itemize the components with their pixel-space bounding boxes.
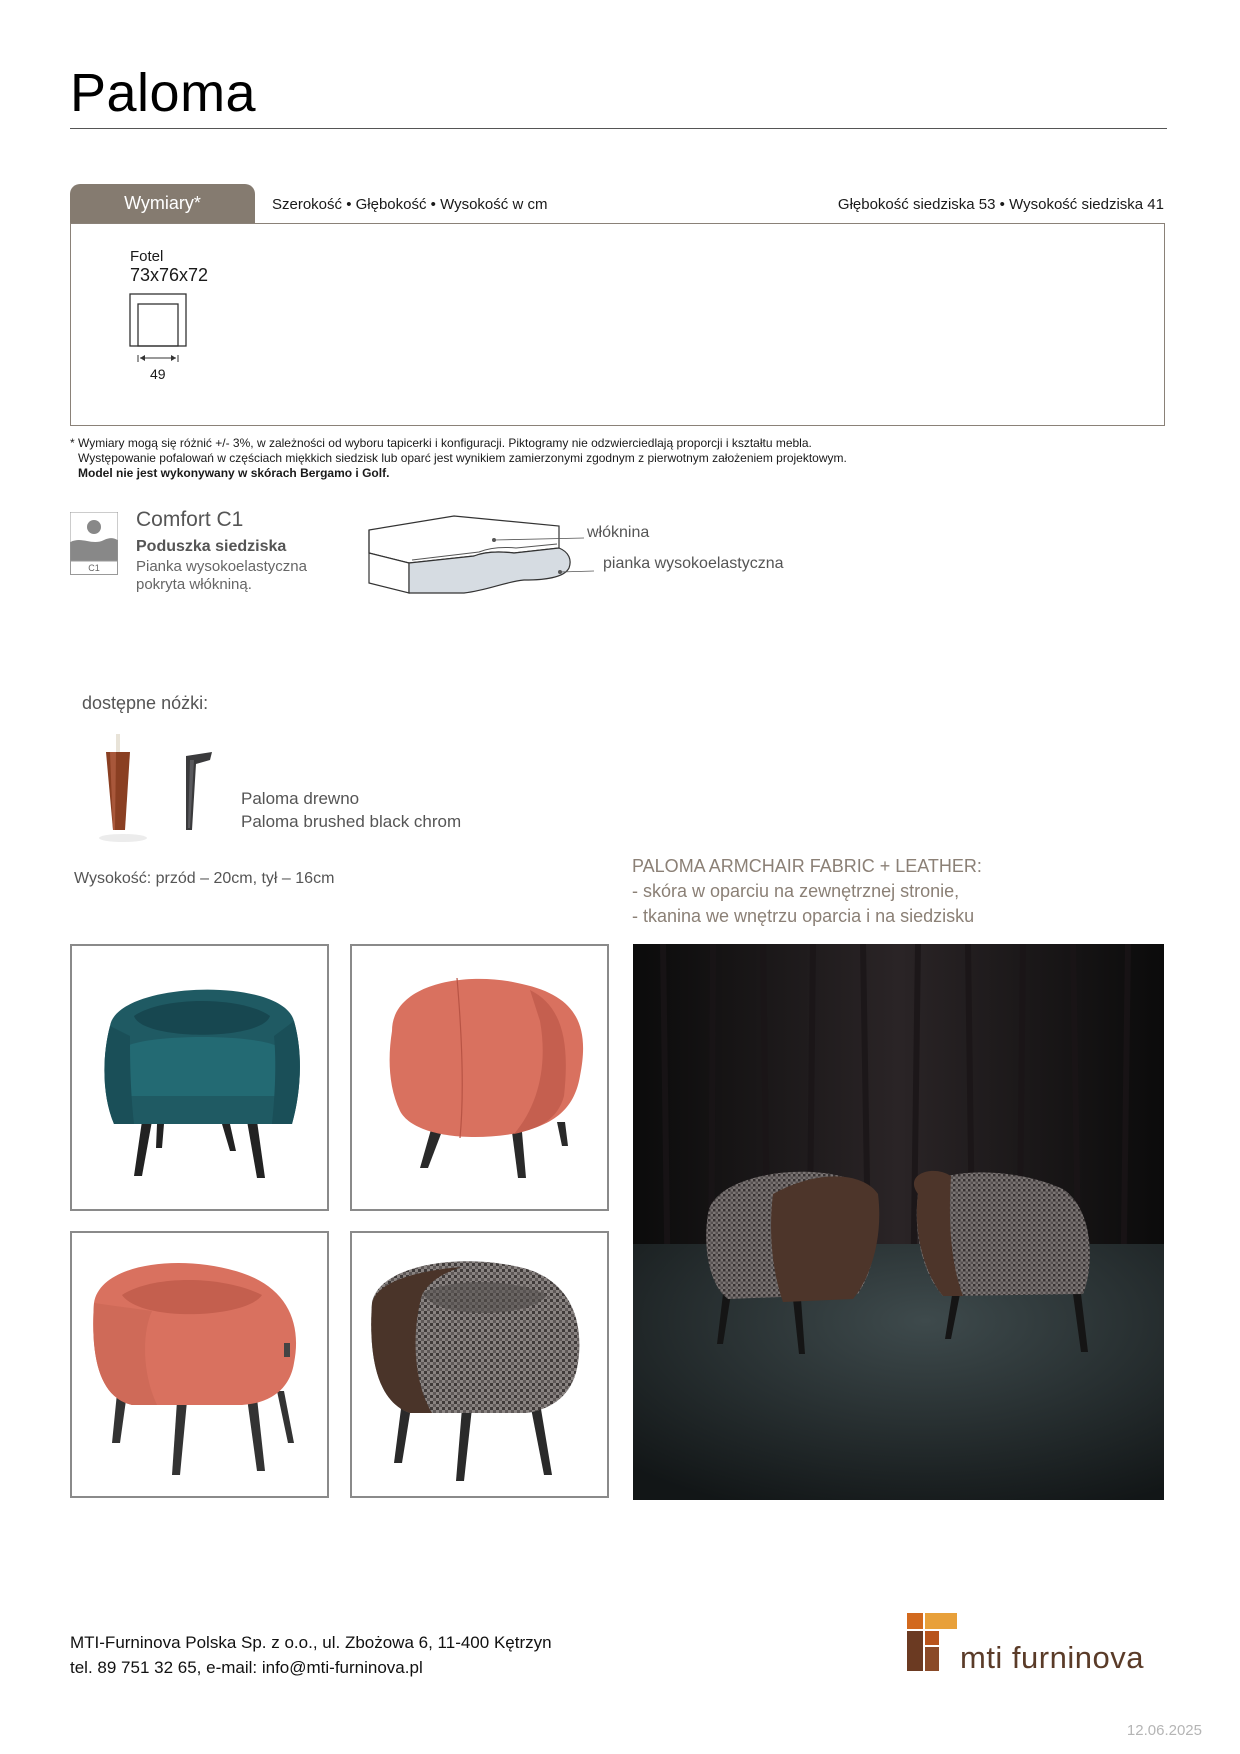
comfort-desc-line: Pianka wysokoelastyczna — [136, 558, 307, 575]
item-inner-width: 49 — [150, 366, 166, 382]
note-line-bold: Model nie jest wykonywany w skórach Bergamo i Golf. — [78, 466, 390, 480]
note-line: * Wymiary mogą się różnić +/- 3%, w zależności od wyboru tapicerki i konfiguracji. Piktogramy nie odzwierciedlają proporcji i kształtu mebla. — [70, 436, 812, 450]
comfort-icon-code: C1 — [88, 563, 100, 573]
document-date: 12.06.2025 — [1126, 1722, 1202, 1739]
scene-photo-illustration — [633, 944, 1164, 1500]
company-info — [70, 1630, 552, 1680]
metal-leg-icon — [180, 750, 220, 840]
dimensions-header: Szerokość • Głębokość • Wysokość w cm — [272, 196, 548, 213]
variant-title: PALOMA ARMCHAIR FABRIC + LEATHER: — [632, 856, 982, 876]
legs-height: Wysokość: przód – 20cm, tył – 16cm — [74, 870, 335, 887]
dimensions-tab: Wymiary* — [70, 184, 255, 224]
armchair-coral-back-illustration — [352, 946, 607, 1209]
armchair-coral-front-illustration — [72, 1233, 327, 1496]
seat-info: Głębokość siedziska 53 • Wysokość siedziska 41 — [837, 196, 1164, 213]
scene-photo — [633, 944, 1164, 1500]
legs-options — [241, 787, 461, 833]
company-contact: tel. 89 751 32 65, e-mail: info@mti-furninova.pl — [70, 1658, 423, 1677]
label-foam: pianka wysokoelastyczna — [603, 555, 784, 572]
mti-logo-mark-icon — [907, 1613, 959, 1673]
product-image-coral-back — [350, 944, 609, 1211]
page-title: Paloma — [70, 63, 257, 123]
logo-text: mti furninova — [960, 1640, 1144, 1675]
product-image-houndstooth — [350, 1231, 609, 1498]
armchair-houndstooth-illustration — [352, 1233, 607, 1496]
label-fiber: włóknina — [587, 524, 650, 541]
item-size: 73x76x72 — [130, 265, 209, 285]
product-image-teal-front — [70, 944, 329, 1211]
product-image-coral-front — [70, 1231, 329, 1498]
variant-description — [632, 854, 982, 929]
armchair-top-view-icon — [128, 292, 192, 368]
dimension-notes — [70, 436, 847, 481]
armchair-teal-illustration — [72, 946, 327, 1209]
variant-line: - skóra w oparciu na zewnętrznej stronie, — [632, 881, 960, 901]
wooden-leg-icon — [96, 734, 156, 844]
leg-option-metal: Paloma brushed black chrom — [241, 812, 462, 831]
comfort-title: Comfort C1 — [136, 508, 244, 531]
seat-cushion-diagram — [364, 508, 594, 598]
company-address: MTI-Furninova Polska Sp. z o.o., ul. Zbożowa 6, 11-400 Kętrzyn — [70, 1633, 552, 1652]
comfort-c1-icon — [70, 512, 118, 575]
legs-title: dostępne nóżki: — [82, 693, 209, 713]
leg-option-wood: Paloma drewno — [241, 789, 360, 808]
comfort-description — [136, 558, 307, 594]
item-label: Fotel — [130, 248, 164, 265]
dimensions-box — [70, 223, 1165, 426]
note-line: Występowanie pofalowań w częściach miękkich siedzisk lub oparć jest wynikiem zamierzonymi zgodnym z pierwotnym założeniem projektowym. — [78, 451, 847, 465]
comfort-subtitle: Poduszka siedziska — [136, 538, 287, 555]
comfort-desc-line: pokryta włókniną. — [136, 576, 252, 593]
title-divider — [70, 128, 1167, 129]
variant-line: - tkanina we wnętrzu oparcia i na siedzisku — [632, 906, 975, 926]
